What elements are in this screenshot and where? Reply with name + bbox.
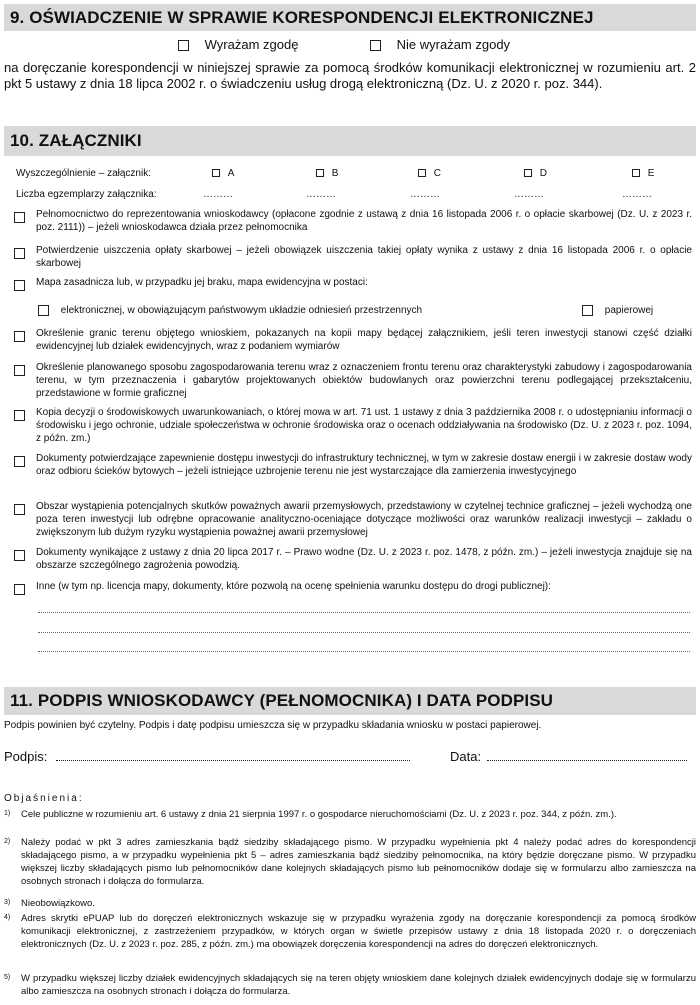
attachment-item-stamp-duty: Potwierdzenie uiszczenia opłaty skarbowej – jeżeli obowiązek uiszczenia takiej opłaty wynika z ustawy z dnia 16 listopada 2006 r. o opłacie skarbowej — [14, 244, 694, 272]
map-paper-option[interactable]: papierowej — [582, 304, 653, 317]
item-checkbox[interactable] — [14, 212, 25, 223]
attachment-item-power-of-attorney: Pełnomocnictwo do reprezentowania wnioskodawcy (opłacone zgodnie z ustawą z dnia 16 listopada 2006 r. o opłacie skarbowej (Dz. U. z 2023 r. poz. 2111)) – jeżeli wnioskodawca działa przez pełnomocnika — [14, 208, 694, 236]
item-checkbox[interactable] — [14, 456, 25, 467]
consent-statement: na doręczanie korespondencji w niniejszej sprawie za pomocą środków komunikacji elektronicznej w rozumieniu art. 2 pkt 5 ustawy z dnia 18 lipca 2002 r. o świadczeniu usług drogą elektroniczną (Dz. U. z 2020 r. poz. 344). — [4, 60, 696, 91]
consent-option[interactable] — [178, 37, 298, 53]
consent-label: Wyrażam zgodę — [204, 37, 299, 52]
attachment-letter-b[interactable]: B — [316, 167, 338, 180]
attachment-item-boundaries: Określenie granic terenu objętego wnioskiem, pokazanych na kopii mapy będącej załącznikiem, jeśli teren inwestycji stanowi część działki ewidencyjnej lub działek ewidencyjnych, wraz z podaniem wymiarów — [14, 327, 694, 355]
explanations-heading: Objaśnienia: — [4, 793, 84, 804]
attachment-d-checkbox[interactable] — [524, 169, 532, 177]
attachment-item-industrial-hazard: Obszar wystąpienia potencjalnych skutków poważnych awarii przemysłowych, przedstawiony w czytelnej technice graficznej – jeżeli wychodzą one poza teren inwestycji lub odrębne opracowanie analityczno-oceniające dotyczące możliwości oraz warunków realizacji inwestycji – zakładu o zwiększonym lub dużym ryzyku wystąpienia poważnej awarii przemysłowej — [14, 500, 694, 542]
attachment-item-water-law: Dokumenty wynikające z ustawy z dnia 20 lipca 2017 r. – Prawo wodne (Dz. U. z 2023 r. poz. 1478, z późn. zm.) – jeżeli inwestycja znajduje się na obszarze szczególnego zagrożenia powodzią. — [14, 546, 694, 574]
attachment-letter-e[interactable]: E — [632, 167, 654, 180]
footnote-1: 1) Cele publiczne w rozumieniu art. 6 ustawy z dnia 21 sierpnia 1997 r. o gospodarce nieruchomościami (Dz. U. z 2023 r. poz. 344, z późn. zm.). — [4, 809, 617, 820]
footnote-2: 2) Należy podać w pkt 3 adres zamieszkania bądź siedziby składającego pismo. W przypadku wypełnienia pkt 4 należy podać adres do korespondencji składającego pismo, a w przypadku wypełnienia pkt 5 – adres zamieszkania bądź siedziby pełnomocnika, na który będzie doręczane pismo. W przypadku większej liczby składających pismo lub pełnomocników dane kolejnych składających pismo lub pełnomocników dodaje się w formularzu albo zamieszcza na osobnych stronach i dołącza do formularza. — [4, 837, 696, 887]
map-paper-checkbox[interactable] — [582, 305, 593, 316]
attachment-letter-d[interactable]: D — [524, 167, 547, 180]
footnote-3: 3) Nieobowiązkowo. — [4, 898, 95, 909]
date-field[interactable] — [487, 760, 687, 761]
attachment-b-checkbox[interactable] — [316, 169, 324, 177]
section-10-title: 10. ZAŁĄCZNIKI — [10, 131, 142, 150]
item-checkbox[interactable] — [14, 504, 25, 515]
signature-note: Podpis powinien być czytelny. Podpis i datę podpisu umieszcza się w przypadku składania wniosku w postaci papierowej. — [4, 720, 542, 731]
copies-c-field[interactable]: ……… — [410, 189, 440, 200]
signature-label: Podpis: — [4, 749, 48, 764]
signature-field[interactable] — [56, 760, 410, 761]
copies-a-field[interactable]: ……… — [203, 189, 233, 200]
other-line-3[interactable] — [38, 651, 690, 652]
copies-b-field[interactable]: ……… — [306, 189, 336, 200]
section-9-header — [4, 4, 696, 31]
no-consent-label: Nie wyrażam zgody — [396, 37, 511, 52]
item-checkbox[interactable] — [14, 248, 25, 259]
item-checkbox[interactable] — [14, 280, 25, 291]
section-11-header — [4, 687, 696, 715]
attachment-item-environmental-decision: Kopia decyzji o środowiskowych uwarunkowaniach, o której mowa w art. 71 ust. 1 ustawy z dnia 3 października 2008 r. o udostępnianiu informacji o środowisku i jego ochronie, udziale społeczeństwa w ochronie środowiska oraz o ocenach oddziaływania na środowisko (Dz. U. z 2023 r. poz. 1094, z późn. zm.) — [14, 406, 694, 448]
item-checkbox[interactable] — [14, 331, 25, 342]
no-consent-option[interactable] — [370, 37, 510, 53]
footnote-5: 5) W przypadku większej liczby działek ewidencyjnych składających się na teren objęty wnioskiem dane kolejnych działek ewidencyjnych dodaje się w formularzu albo zamieszcza na osobnych stronach i dołącza do formularza. — [4, 973, 696, 997]
item-checkbox[interactable] — [14, 410, 25, 421]
attachment-copies-label: Liczba egzemplarzy załącznika: — [16, 189, 157, 200]
attachment-item-infrastructure: Dokumenty potwierdzające zapewnienie dostępu inwestycji do infrastruktury technicznej, w tym w zakresie dostaw energii i w zakresie dostaw wody oraz odbioru ścieków bytowych – jeżeli istniejące uzbrojenie terenu nie jest wystarczające dla zamierzenia inwestycyjnego — [14, 452, 694, 494]
map-electronic-option[interactable]: elektronicznej, w obowiązującym państwowym układzie odniesień przestrzennych — [38, 304, 422, 317]
attachment-a-checkbox[interactable] — [212, 169, 220, 177]
item-checkbox[interactable] — [14, 365, 25, 376]
other-line-2[interactable] — [38, 632, 690, 633]
other-line-1[interactable] — [38, 612, 690, 613]
no-consent-checkbox[interactable] — [370, 40, 381, 51]
map-electronic-checkbox[interactable] — [38, 305, 49, 316]
attachment-e-checkbox[interactable] — [632, 169, 640, 177]
section-9-title: 9. OŚWIADCZENIE W SPRAWIE KORESPONDENCJI ELEKTRONICZNEJ — [10, 7, 594, 27]
consent-checkbox[interactable] — [178, 40, 189, 51]
section-10-header — [4, 126, 696, 156]
attachment-item-land-use: Określenie planowanego sposobu zagospodarowania terenu wraz z oznaczeniem frontu terenu oraz charakterystyki zabudowy i zagospodarowania terenu, w tym przeznaczenia i gabarytów projektowanych obiektów budowlanych oraz powierzchni terenu podlegającej przekształceniu, przedstawione w formie graficznej — [14, 361, 694, 403]
attachment-item-map: Mapa zasadnicza lub, w przypadku jej braku, mapa ewidencyjna w postaci: — [14, 276, 694, 292]
attachment-letter-c[interactable]: C — [418, 167, 441, 180]
copies-e-field[interactable]: ……… — [622, 189, 652, 200]
attachment-c-checkbox[interactable] — [418, 169, 426, 177]
attachment-letter-a[interactable]: A — [212, 167, 234, 180]
copies-d-field[interactable]: ……… — [514, 189, 544, 200]
date-label: Data: — [450, 749, 482, 764]
attachment-item-other: Inne (w tym np. licencja mapy, dokumenty, które pozwolą na ocenę spełnienia warunku dostępu do drogi publicznej): — [14, 580, 694, 596]
item-checkbox[interactable] — [14, 550, 25, 561]
item-checkbox[interactable] — [14, 584, 25, 595]
section-11-title: 11. PODPIS WNIOSKODAWCY (PEŁNOMOCNIKA) I DATA PODPISU — [10, 691, 554, 710]
footnote-4: 4) Adres skrytki ePUAP lub do doręczeń elektronicznych wskazuje się w przypadku wyrażenia zgody na doręczanie korespondencji za pomocą środków komunikacji elektronicznej, z zastrzeżeniem przypadków, w których organ w świetle przepisów ustawy z dnia 18 listopada 2020 r. o doręczeniach elektronicznych (Dz. U. z 2023 r. poz. 285, z późn. zm.) ma obowiązek doręczenia korespondencji na adres do doręczeń elektronicznych. — [4, 913, 696, 950]
attachment-spec-label: Wyszczególnienie – załącznik: — [16, 168, 151, 179]
